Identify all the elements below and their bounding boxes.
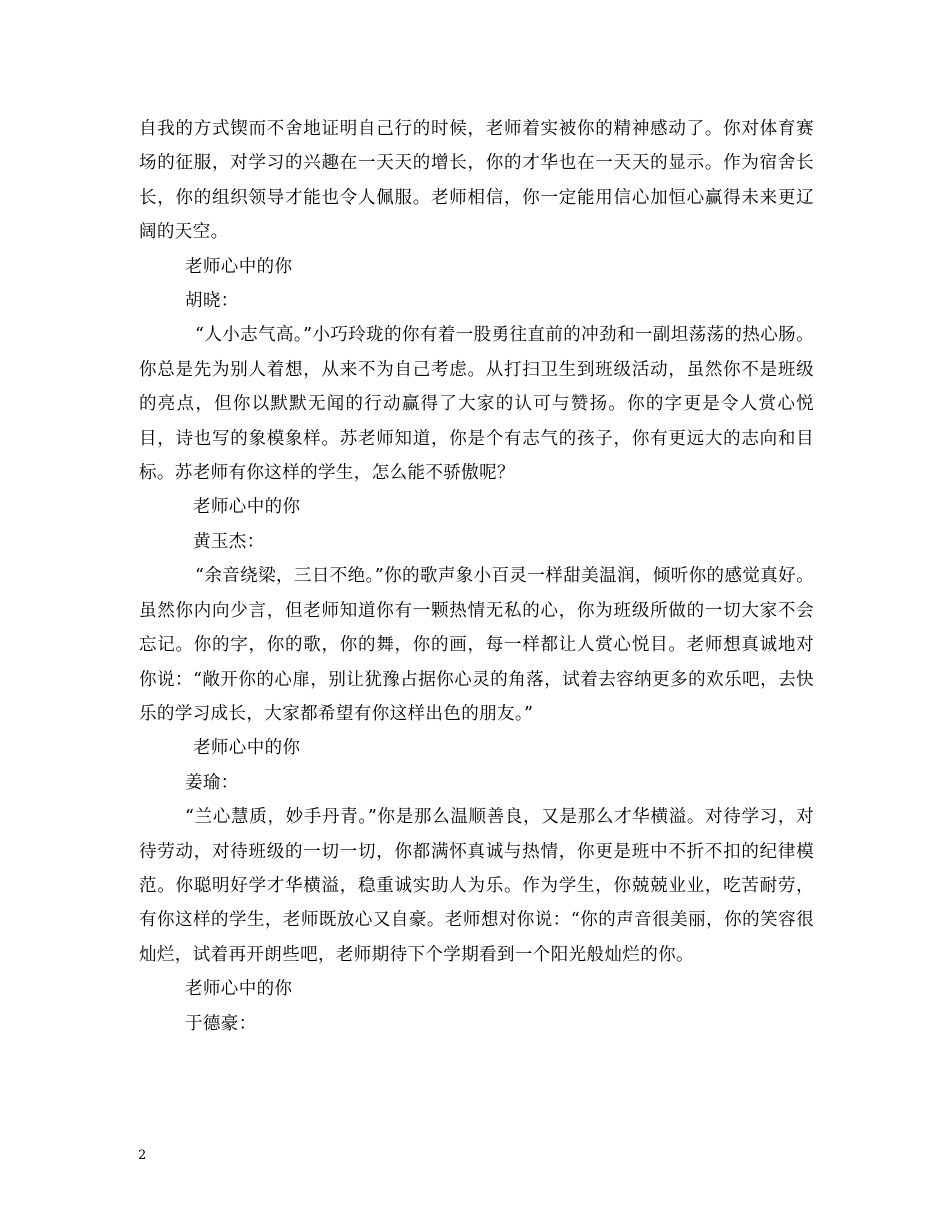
section-heading: 老师心中的你 — [193, 738, 301, 759]
comment-paragraph: “人小志气高。”小巧玲珑的你有着一股勇往直前的冲劲和一副坦荡荡的热心肠。你总是先为别人着想，从来不为自己考虑。从打扫卫生到班级活动，虽然你不是班级的亮点，但你以默默无闻的行动赢得了大家的认可与赞扬。你的字更是令人赏心悦目，诗也写的象模象样。苏老师知道，你是个有志气的孩子，你有更远大的志向和目标。苏老师有你这样的学生，怎么能不骄傲呢？ — [139, 325, 814, 484]
paragraph-continuation: 自我的方式锲而不舍地证明自己行的时候，老师着实被你的精神感动了。你对体育赛场的征服，对学习的兴趣在一天天的增长，你的才华也在一天天的显示。作为宿舍长长，你的组织领导才能也令人佩服。老师相信，你一定能用信心加恒心赢得未来更辽阔的天空。 — [139, 119, 814, 243]
comment-paragraph: “兰心慧质，妙手丹青。”你是那么温顺善良，又是那么才华横溢。对待学习，对待劳动，对待班级的一切一切，你都满怀真诚与热情，你更是班中不折不扣的纪律模范。你聪明好学才华横溢，稳重诚实助人为乐。作为学生，你兢兢业业，吃苦耐劳，有你这样的学生，老师既放心又自豪。老师想对你说：“你的声音很美丽，你的笑容很灿烂，试着再开朗些吧，老师期待下个学期看到一个阳光般灿烂的你。 — [139, 807, 814, 965]
student-name: 胡晓： — [185, 291, 239, 312]
section-heading: 老师心中的你 — [193, 497, 301, 518]
page-number: 2 — [138, 1148, 147, 1163]
section-heading: 老师心中的你 — [185, 256, 293, 277]
document-body — [139, 112, 814, 1041]
student-name: 于德豪： — [185, 1013, 257, 1034]
section-heading: 老师心中的你 — [185, 979, 293, 1000]
student-name: 黄玉杰： — [193, 531, 265, 552]
comment-paragraph: “余音绕梁，三日不绝。”你的歌声象小百灵一样甜美温润，倾听你的感觉真好。虽然你内向少言，但老师知道你有一颗热情无私的心，你为班级所做的一切大家不会忘记。你的字，你的歌，你的舞，你的画，每一样都让人赏心悦目。老师想真诚地对你说：“敞开你的心扉，别让犹豫占据你心灵的角落，试着去容纳更多的欢乐吧，去快乐的学习成长，大家都希望有你这样出色的朋友。” — [139, 566, 814, 724]
student-name: 姜瑜： — [185, 772, 239, 793]
